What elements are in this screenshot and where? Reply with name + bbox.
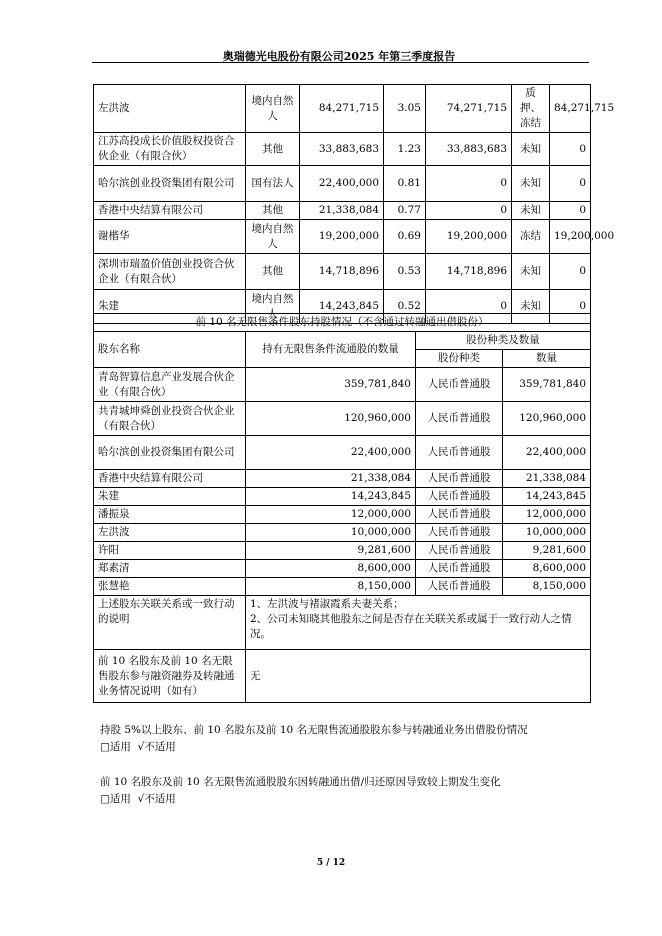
share-type: 人民币普通股	[416, 524, 503, 542]
shareholding-pct: 1.23	[384, 133, 426, 166]
not-applicable-label: 不适用	[144, 793, 176, 805]
unrestricted-row	[94, 488, 591, 506]
pledged-shares: 84,271,715	[550, 85, 591, 133]
pledge-status: 未知	[512, 166, 550, 202]
top10-shareholders-table	[93, 84, 615, 324]
margin-value: 无	[246, 650, 591, 703]
col-header-amount: 数量	[503, 350, 591, 368]
note-1-options	[100, 739, 528, 756]
header-divider	[92, 62, 589, 63]
unrestricted-qty: 22,400,000	[246, 436, 416, 470]
shares-held: 14,243,845	[300, 290, 384, 324]
pledged-shares: 0	[550, 166, 591, 202]
restricted-shares: 0	[426, 290, 512, 324]
relation-label: 上述股东关联关系或一致行动的说明	[94, 596, 246, 650]
shares-held: 84,271,715	[300, 85, 384, 133]
unrestricted-qty: 359,781,840	[246, 368, 416, 402]
shareholding-pct: 0.81	[384, 166, 426, 202]
unrestricted-qty: 14,243,845	[246, 488, 416, 506]
pledge-status: 未知	[512, 290, 550, 324]
restricted-shares: 0	[426, 202, 512, 220]
top10-row	[94, 133, 591, 166]
top10-row	[94, 202, 591, 220]
share-amount: 10,000,000	[503, 524, 591, 542]
restricted-shares: 74,271,715	[426, 85, 512, 133]
unrestricted-row	[94, 368, 591, 402]
restricted-shares: 0	[426, 166, 512, 202]
share-amount: 359,781,840	[503, 368, 591, 402]
unrestricted-qty: 10,000,000	[246, 524, 416, 542]
share-type: 人民币普通股	[416, 560, 503, 578]
share-amount: 12,000,000	[503, 506, 591, 524]
shareholding-pct: 0.69	[384, 220, 426, 254]
checkmark-icon: √	[137, 741, 145, 753]
restricted-shares: 14,718,896	[426, 254, 512, 290]
pledged-shares: 0	[550, 202, 591, 220]
unrestricted-row	[94, 402, 591, 436]
shareholder-nature: 境内自然人	[246, 220, 300, 254]
shareholder-name: 左洪波	[94, 524, 246, 542]
unrestricted-section-title: 前 10 名无限售条件股东持股情况（不含通过转融通出借股份）	[94, 314, 591, 332]
unrestricted-row	[94, 542, 591, 560]
shareholder-name: 左洪波	[94, 85, 246, 133]
pledge-status: 未知	[512, 254, 550, 290]
shareholder-name: 谢楷华	[94, 220, 246, 254]
note-2-text: 前 10 名股东及前 10 名无限售流通股股东因转融通出借/归还原因导致较上期发生变化	[100, 776, 501, 788]
col-header-type-group: 股份种类及数量	[416, 332, 591, 350]
unrestricted-row	[94, 560, 591, 578]
shareholder-name: 张慧艳	[94, 578, 246, 596]
checkbox-empty-icon: □	[100, 793, 110, 805]
applicable-label: 适用	[109, 793, 131, 805]
shares-held: 22,400,000	[300, 166, 384, 202]
top10-row	[94, 85, 591, 133]
unrestricted-row	[94, 524, 591, 542]
pledged-shares: 0	[550, 254, 591, 290]
not-applicable-label: 不适用	[144, 741, 176, 753]
applicable-label: 适用	[109, 741, 131, 753]
shareholder-name: 朱建	[94, 290, 246, 324]
note-2	[100, 774, 501, 808]
note-2-options	[100, 791, 501, 808]
pledge-status: 未知	[512, 133, 550, 166]
unrestricted-row	[94, 436, 591, 470]
relation-line-2: 2、公司未知晓其他股东之间是否存在关联关系或属于一致行动人之情况。	[250, 613, 572, 640]
unrestricted-row	[94, 578, 591, 596]
share-type: 人民币普通股	[416, 368, 503, 402]
unrestricted-qty: 8,600,000	[246, 560, 416, 578]
shares-held: 19,200,000	[300, 220, 384, 254]
share-type: 人民币普通股	[416, 402, 503, 436]
share-type: 人民币普通股	[416, 470, 503, 488]
shareholder-name: 哈尔滨创业投资集团有限公司	[94, 166, 246, 202]
share-type: 人民币普通股	[416, 436, 503, 470]
share-type: 人民币普通股	[416, 506, 503, 524]
shareholder-nature: 国有法人	[246, 166, 300, 202]
shareholder-name: 江苏高投成长价值股权投资合伙企业（有限合伙）	[94, 133, 246, 166]
margin-label: 前 10 名股东及前 10 名无限售股东参与融资融券及转融通业务情况说明（如有）	[94, 650, 246, 703]
restricted-shares: 33,883,683	[426, 133, 512, 166]
share-amount: 22,400,000	[503, 436, 591, 470]
page-number: 5 / 12	[316, 858, 346, 868]
checkmark-icon: √	[137, 793, 145, 805]
pledge-status: 质押、冻结	[512, 85, 550, 133]
pledged-shares: 0	[550, 133, 591, 166]
unrestricted-qty: 9,281,600	[246, 542, 416, 560]
shareholder-name: 许阳	[94, 542, 246, 560]
top10-row	[94, 220, 591, 254]
share-amount: 14,243,845	[503, 488, 591, 506]
unrestricted-qty: 12,000,000	[246, 506, 416, 524]
relation-line-1: 1、左洪波与褚淑霞系夫妻关系；	[250, 598, 404, 610]
relation-description	[246, 596, 591, 650]
shareholder-name: 香港中央结算有限公司	[94, 202, 246, 220]
shares-held: 21,338,084	[300, 202, 384, 220]
unrestricted-qty: 21,338,084	[246, 470, 416, 488]
share-amount: 8,150,000	[503, 578, 591, 596]
shareholder-name: 潘振泉	[94, 506, 246, 524]
unrestricted-row	[94, 506, 591, 524]
top10-row	[94, 254, 591, 290]
shareholding-pct: 0.52	[384, 290, 426, 324]
shareholder-nature: 其他	[246, 133, 300, 166]
report-header-title: 奥瑞德光电股份有限公司2025 年第三季度报告	[222, 50, 456, 63]
shareholder-name: 深圳市瑞盈价值创业投资合伙企业（有限合伙）	[94, 254, 246, 290]
unrestricted-qty: 8,150,000	[246, 578, 416, 596]
shareholder-nature: 其他	[246, 202, 300, 220]
shareholder-name: 郑素清	[94, 560, 246, 578]
share-type: 人民币普通股	[416, 542, 503, 560]
shareholding-pct: 0.53	[384, 254, 426, 290]
share-type: 人民币普通股	[416, 578, 503, 596]
unrestricted-row	[94, 470, 591, 488]
share-amount: 120,960,000	[503, 402, 591, 436]
pledge-status: 未知	[512, 202, 550, 220]
shareholder-name: 哈尔滨创业投资集团有限公司	[94, 436, 246, 470]
restricted-shares: 19,200,000	[426, 220, 512, 254]
col-header-qty: 持有无限售条件流通股的数量	[246, 332, 416, 368]
share-amount: 9,281,600	[503, 542, 591, 560]
shareholding-pct: 3.05	[384, 85, 426, 133]
share-amount: 8,600,000	[503, 560, 591, 578]
shareholder-name: 朱建	[94, 488, 246, 506]
note-1	[100, 722, 528, 756]
shareholder-nature: 境内自然人	[246, 85, 300, 133]
col-header-type: 股份种类	[416, 350, 503, 368]
shareholder-nature: 其他	[246, 254, 300, 290]
share-amount: 21,338,084	[503, 470, 591, 488]
unrestricted-qty: 120,960,000	[246, 402, 416, 436]
col-header-name: 股东名称	[94, 332, 246, 368]
checkbox-empty-icon: □	[100, 741, 110, 753]
pledged-shares: 0	[550, 290, 591, 324]
shareholder-nature: 境内自然人	[246, 290, 300, 324]
pledged-shares: 19,200,000	[550, 220, 591, 254]
shares-held: 14,718,896	[300, 254, 384, 290]
shares-held: 33,883,683	[300, 133, 384, 166]
note-1-text: 持股 5%以上股东、前 10 名股东及前 10 名无限售流通股股东参与转融通业务出借股份情况	[100, 724, 528, 736]
unrestricted-shareholders-table	[93, 313, 591, 703]
shareholder-name: 共青城坤舜创业投资合伙企业（有限合伙）	[94, 402, 246, 436]
pledge-status: 冻结	[512, 220, 550, 254]
shareholder-name: 香港中央结算有限公司	[94, 470, 246, 488]
top10-row	[94, 166, 591, 202]
shareholder-name: 青岛智算信息产业发展合伙企业（有限合伙）	[94, 368, 246, 402]
shareholding-pct: 0.77	[384, 202, 426, 220]
share-type: 人民币普通股	[416, 488, 503, 506]
